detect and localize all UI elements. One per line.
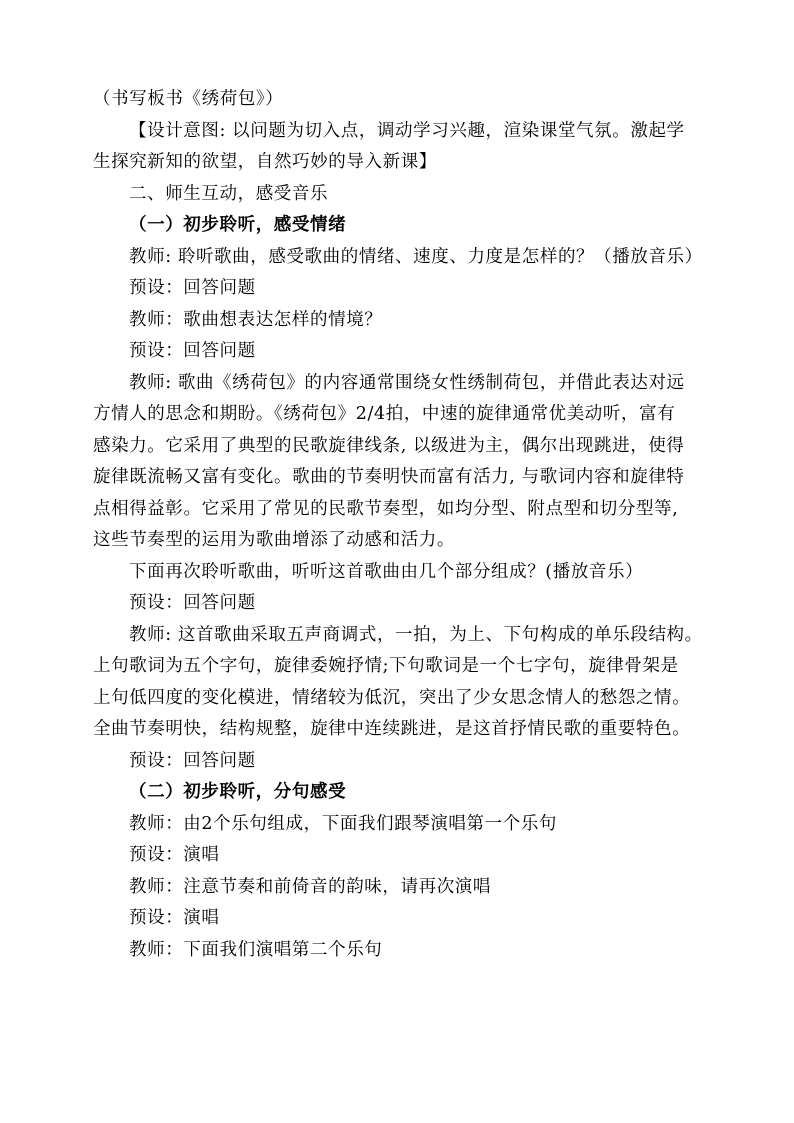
- text-line: 下面再次聆听歌曲，听听这首歌曲由几个部分组成？(播放音乐）: [129, 561, 644, 582]
- text-line: 感染力。它采用了典型的民歌旋律线条, 以级进为主，偶尔出现跳进，使得: [93, 435, 685, 456]
- text-line: 预设：回答问题: [129, 750, 256, 771]
- document-body: [93, 84, 713, 966]
- text-line: 预设：演唱: [129, 845, 220, 865]
- text-line: 生探究新知的欲望，自然巧妙的导入新课】: [93, 152, 437, 172]
- text-line: 上句低四度的变化模进，情绪较为低沉，突出了少女思念情人的愁怨之情。: [93, 687, 691, 708]
- text-line: 预设：回答问题: [129, 278, 256, 298]
- text-line: 预设：演唱: [129, 908, 220, 928]
- text-line: 教师: 聆听歌曲，感受歌曲的情绪、速度、力度是怎样的？（播放音乐）: [129, 246, 703, 267]
- text-line: 全曲节奏明快，结构规整，旋律中连续跳进，是这首抒情民歌的重要特色。: [93, 719, 691, 739]
- text-line: 预设：回答问题: [129, 341, 256, 361]
- text-line: 教师：歌曲想表达怎样的情境？: [129, 309, 383, 330]
- section-heading: 二、师生互动，感受音乐: [129, 183, 329, 204]
- text-line: 这些节奏型的运用为歌曲增添了动感和活力。: [93, 530, 455, 550]
- text-line: 点相得益彰。它采用了常见的民歌节奏型，如均分型、附点型和切分型等,: [93, 498, 679, 519]
- text-line: 【设计意图: 以问题为切入点，调动学习兴趣，渲染课堂气氛。激起学: [129, 120, 685, 141]
- text-line: 教师：下面我们演唱第二个乐句: [129, 939, 383, 960]
- text-line: 教师: 歌曲《绣荷包》的内容通常围绕女性绣制荷包，并借此表达对远: [129, 372, 685, 393]
- text-line: 教师: 这首歌曲采取五声商调式，一拍，为上、下句构成的单乐段结构。: [129, 624, 703, 645]
- text-line: 方情人的思念和期盼。《绣荷包》2/4拍，中速的旋律通常优美动听，富有: [93, 404, 676, 424]
- subsection-heading: （一）初步聆听，感受情绪: [129, 215, 347, 235]
- subsection-heading: （二）初步聆听，分句感受: [129, 782, 347, 802]
- text-line: 旋律既流畅又富有变化。歌曲的节奏明快而富有活力, 与歌词内容和旋律特: [93, 467, 685, 487]
- text-line: 教师：注意节奏和前倚音的韵味，请再次演唱: [129, 876, 491, 897]
- text-line: 上句歌词为五个字句，旋律委婉抒情;下句歌词是一个七字句，旋律骨架是: [93, 656, 679, 676]
- text-line: 预设：回答问题: [129, 593, 256, 613]
- text-line: 教师：由2个乐句组成，下面我们跟琴演唱第一个乐句: [129, 813, 558, 834]
- text-line: （书写板书《绣荷包》）: [93, 89, 284, 109]
